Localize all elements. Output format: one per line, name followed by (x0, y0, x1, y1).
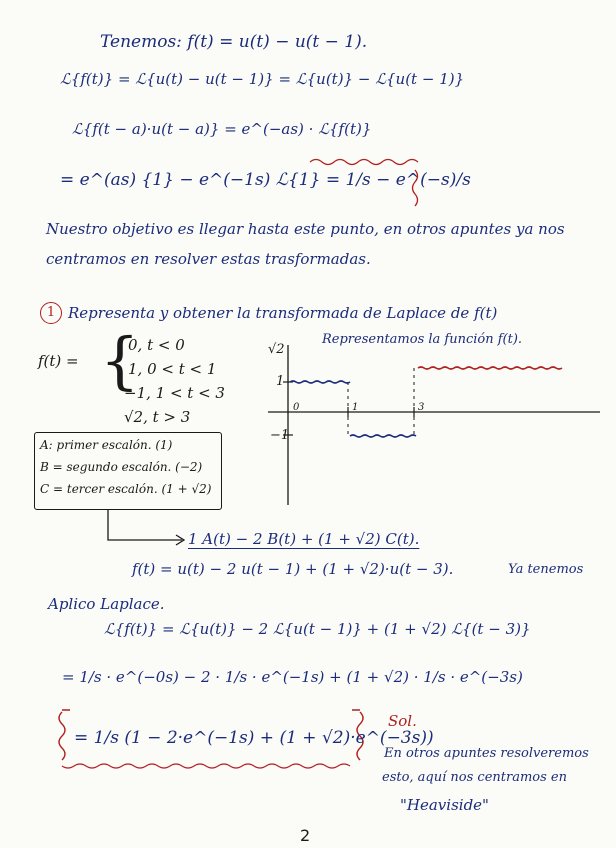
objective-note-line2: centramos en resolver estas trasformadas. (46, 250, 371, 268)
piecewise-case-3: −1, 1 < t < 3 (124, 384, 225, 402)
steps-combination: 1 A(t) − 2 B(t) + (1 + √2) C(t). (188, 530, 420, 548)
y-label-sqrt2: √2 (268, 342, 285, 357)
ft-heaviside-expression: f(t) = u(t) − 2 u(t − 1) + (1 + √2)·u(t − 3). (132, 560, 454, 578)
graph-title: Representamos la función f(t). (322, 332, 523, 347)
shift-theorem-line: ℒ{f(t − a)·u(t − a)} = e^(−as) · ℒ{f(t)} (72, 120, 372, 138)
step-a-note: A: primer escalón. (1) (40, 438, 173, 452)
exercise-number-badge: 1 (40, 302, 62, 324)
solution-label: Sol. (388, 712, 417, 730)
laplace-linearity-line: ℒ{f(t)} = ℒ{u(t) − u(t − 1)} = ℒ{u(t)} − ℒ{u(t − 1)} (60, 70, 465, 88)
x-label-three: 3 (418, 402, 425, 413)
apply-laplace-heading: Aplico Laplace. (48, 595, 165, 613)
side-note-line2: esto, aquí nos centramos en (382, 770, 567, 785)
piecewise-case-2: 1, 0 < t < 1 (128, 360, 217, 378)
step-b-note: B = segundo escalón. (−2) (40, 460, 203, 474)
exercise-statement: Representa y obtener la transformada de Laplace de f(t) (68, 304, 498, 322)
laplace-evaluated: = 1/s · e^(−0s) − 2 · 1/s · e^(−1s) + (1 + √2) · 1/s · e^(−3s) (62, 668, 523, 686)
piecewise-brace: { (100, 324, 140, 397)
laplace-expansion: ℒ{f(t)} = ℒ{u(t)} − 2 ℒ{u(t − 1)} + (1 + √2) ℒ{(t − 3)} (104, 620, 531, 638)
objective-note-line1: Nuestro objetivo es llegar hasta este punto, en otros apuntes ya nos (46, 220, 565, 238)
piecewise-lhs: f(t) = (38, 352, 79, 370)
piecewise-case-1: 0, t < 0 (128, 336, 185, 354)
y-label-neg-one: −1 (270, 428, 290, 443)
side-note-line1: En otros apuntes resolveremos (384, 746, 589, 761)
result-line: = e^(as) {1} − e^(−1s) ℒ{1} = 1/s − e^(−s)/s (60, 170, 471, 190)
ft-note: Ya tenemos (508, 562, 584, 577)
final-result: = 1/s (1 − 2·e^(−1s) + (1 + √2)·e^(−3s)) (74, 728, 434, 748)
side-note-line3: "Heaviside" (400, 796, 489, 814)
y-label-one: 1 (276, 374, 285, 389)
piecewise-case-4: √2, t > 3 (124, 408, 191, 426)
x-label-zero: 0 (293, 402, 300, 413)
x-label-one: 1 (352, 402, 359, 413)
page-number: 2 (300, 826, 311, 845)
given-function-line: Tenemos: f(t) = u(t) − u(t − 1). (100, 32, 368, 52)
step-c-note: C = tercer escalón. (1 + √2) (40, 482, 212, 496)
